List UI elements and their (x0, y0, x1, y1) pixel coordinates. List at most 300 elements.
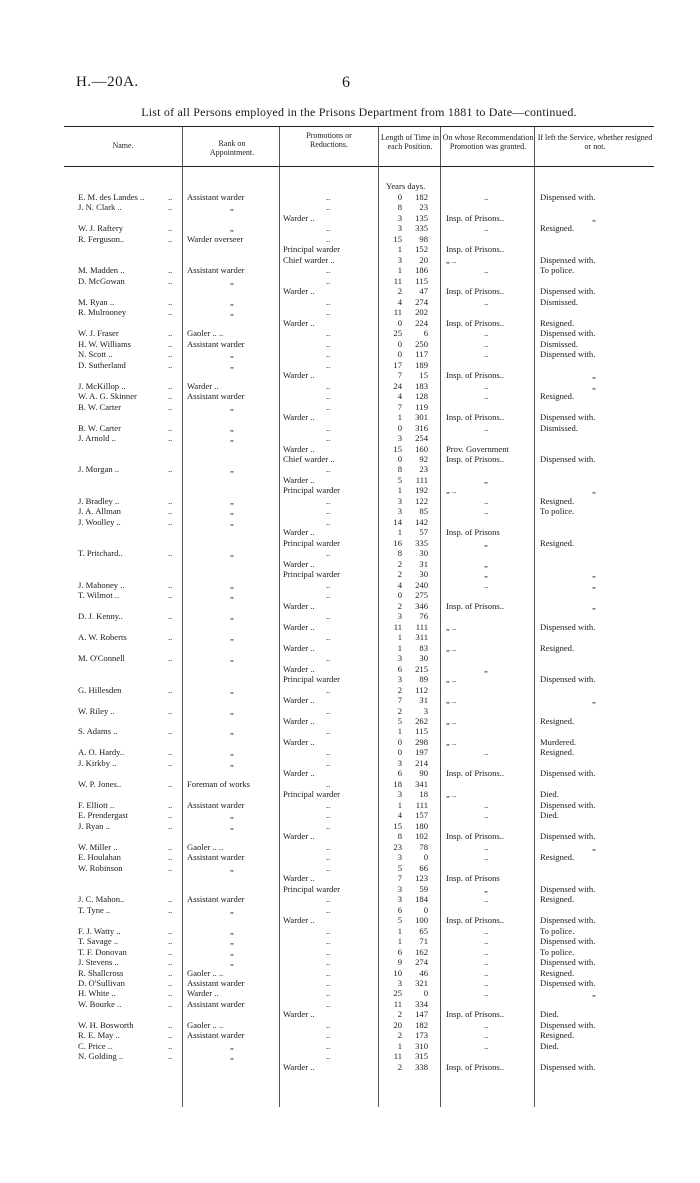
row-recommendation: „ .. (446, 716, 457, 726)
row-promotion: .. (326, 988, 331, 999)
row-leader-dots: .. (168, 757, 173, 768)
row-recommendation: Insp. of Prisons (446, 873, 500, 884)
row-recommendation: „ .. (446, 254, 457, 265)
row-years: 18 (393, 778, 402, 789)
row-rank: „ (230, 307, 234, 318)
table-row (64, 831, 654, 842)
row-name: T. F. Donovan (78, 946, 127, 957)
row-rank: Assistant warder (187, 978, 245, 988)
row-left-service: Dismissed. (540, 422, 578, 433)
row-promotion: .. (326, 548, 331, 559)
col-header-left-service: If left the Service, whether resigned or not. (537, 133, 653, 151)
row-promotion: .. (326, 925, 331, 936)
row-recommendation: .. (484, 422, 489, 433)
row-days: 20 (419, 254, 428, 265)
row-left-service: Resigned. (540, 894, 575, 905)
table-row (64, 779, 654, 790)
row-days: 152 (415, 244, 428, 255)
row-left-service: Dispensed with. (540, 674, 596, 685)
row-leader-dots: .. (168, 684, 173, 695)
row-name: E. Houlahan (78, 852, 121, 863)
row-left-service: Resigned. (540, 537, 575, 548)
row-years: 1 (397, 1040, 402, 1051)
row-promotion: Principal warder (283, 789, 341, 800)
row-promotion: Warder .. (283, 1061, 315, 1072)
row-promotion: Warder .. (283, 370, 315, 381)
row-days: 310 (415, 1040, 428, 1051)
table-row (64, 506, 654, 517)
table-row (64, 328, 654, 339)
row-recommendation: .. (484, 946, 489, 957)
row-name: W. A. G. Skinner (78, 391, 137, 402)
row-recommendation: „ .. (446, 789, 457, 800)
row-days: 315 (415, 1051, 428, 1062)
row-name: E. M. des Landes .. (78, 192, 145, 202)
row-recommendation: .. (484, 988, 489, 999)
row-years: 3 (397, 852, 402, 863)
row-left-service: Dispensed with. (540, 831, 596, 842)
row-years: 6 (397, 768, 402, 779)
table-row (64, 360, 654, 371)
row-years: 7 (397, 695, 402, 706)
row-recommendation: .. (484, 925, 489, 936)
row-years: 11 (393, 275, 402, 286)
row-days: 182 (415, 1019, 428, 1030)
row-rank: „ (230, 548, 234, 559)
row-promotion: .. (326, 936, 331, 947)
row-days: 335 (415, 223, 428, 234)
table-row (64, 307, 654, 318)
row-years: 0 (397, 590, 402, 601)
row-left-service: Dispensed with. (540, 454, 596, 464)
table-row (64, 276, 654, 287)
row-days: 274 (415, 296, 428, 307)
row-days: 65 (419, 925, 428, 936)
row-name: B. W. Carter (78, 422, 121, 433)
row-promotion: .. (326, 328, 331, 339)
row-leader-dots: .. (168, 223, 173, 234)
row-rank: „ (230, 726, 234, 737)
row-left-service: Dispensed with. (540, 286, 596, 297)
row-days: 23 (419, 202, 428, 213)
table-row (64, 517, 654, 528)
row-days: 111 (415, 474, 428, 485)
row-days: 301 (415, 412, 428, 423)
row-rank: Warder .. (187, 988, 219, 999)
row-days: 115 (415, 726, 428, 737)
row-recommendation: Insp. of Prisons.. (446, 370, 505, 381)
row-leader-dots: .. (168, 862, 173, 873)
row-years: 10 (393, 967, 402, 978)
row-name: J. Woolley .. (78, 516, 121, 527)
row-promotion: Warder .. (283, 412, 315, 423)
row-name: T. Savage .. (78, 936, 119, 947)
row-left-service: „ (592, 380, 596, 391)
row-years: 2 (397, 684, 402, 695)
table-row (64, 1030, 654, 1041)
row-name: J. Kirkby .. (78, 757, 117, 768)
row-days: 160 (415, 443, 428, 454)
row-leader-dots: .. (168, 307, 173, 318)
row-promotion: Principal warder (283, 485, 341, 496)
row-leader-dots: .. (168, 820, 173, 831)
row-name: J. N. Clark .. (78, 202, 122, 213)
row-leader-dots: .. (168, 1040, 173, 1051)
row-days: 274 (415, 957, 428, 968)
row-promotion: .. (326, 1051, 331, 1062)
row-leader-dots: .. (168, 852, 173, 863)
row-days: 47 (419, 286, 428, 297)
row-days: 162 (415, 946, 428, 957)
table-row (64, 433, 654, 444)
table-row (64, 485, 654, 496)
row-years: 1 (397, 412, 402, 423)
row-years: 2 (397, 1061, 402, 1072)
table-row (64, 800, 654, 811)
row-leader-dots: .. (168, 747, 173, 758)
row-leader-dots: .. (168, 495, 173, 506)
row-years: 2 (397, 1009, 402, 1020)
table-row (64, 884, 654, 895)
row-years: 5 (397, 474, 402, 485)
row-recommendation: „ .. (446, 695, 457, 706)
personnel-table (64, 126, 654, 1107)
row-promotion: .. (326, 1040, 331, 1051)
row-years: 0 (397, 454, 402, 464)
row-years: 11 (393, 307, 402, 318)
row-name: W. H. Bosworth (78, 1019, 134, 1030)
row-rank: „ (230, 925, 234, 936)
row-left-service: „ (592, 988, 596, 999)
row-recommendation: Insp. of Prisons.. (446, 831, 505, 842)
row-promotion: .. (326, 192, 331, 202)
row-rank: „ (230, 495, 234, 506)
row-leader-dots: .. (168, 506, 173, 517)
row-promotion: Warder .. (283, 768, 315, 779)
row-rank: Assistant warder (187, 998, 245, 1009)
row-leader-dots: .. (168, 653, 173, 664)
row-leader-dots: .. (168, 275, 173, 286)
row-days: 6 (423, 328, 428, 339)
row-name: M. Ryan .. (78, 296, 115, 307)
table-row (64, 622, 654, 633)
row-left-service: Resigned. (540, 391, 575, 402)
row-recommendation: .. (484, 936, 489, 947)
table-row (64, 810, 654, 821)
row-promotion: .. (326, 632, 331, 643)
row-recommendation: „ .. (446, 674, 457, 685)
row-recommendation: „ (484, 663, 488, 674)
row-leader-dots: .. (168, 799, 173, 810)
row-recommendation: .. (484, 1019, 489, 1030)
row-left-service: Dispensed with. (540, 349, 596, 360)
row-days: 123 (415, 873, 428, 884)
row-years: 2 (397, 705, 402, 716)
row-days: 202 (415, 307, 428, 318)
row-promotion: .. (326, 810, 331, 821)
row-days: 18 (419, 789, 428, 800)
row-recommendation: .. (484, 894, 489, 905)
row-days: 119 (415, 401, 428, 412)
row-years: 4 (397, 296, 402, 307)
row-rank: „ (230, 401, 234, 412)
row-left-service: Resigned. (540, 642, 575, 653)
row-promotion: .. (326, 967, 331, 978)
row-promotion: .. (326, 852, 331, 863)
row-recommendation: Insp. of Prisons.. (446, 286, 505, 297)
row-years: 3 (397, 757, 402, 768)
row-leader-dots: .. (168, 422, 173, 433)
table-row (64, 265, 654, 276)
row-rank: „ (230, 705, 234, 716)
table-row (64, 747, 654, 758)
row-years: 3 (397, 212, 402, 223)
row-name: R. Ferguson.. (78, 233, 125, 244)
row-years: 7 (397, 873, 402, 884)
row-promotion: .. (326, 757, 331, 768)
table-row (64, 915, 654, 926)
table-row (64, 1051, 654, 1062)
row-name: T. Tyne .. (78, 904, 111, 915)
row-rank: „ (230, 747, 234, 758)
row-recommendation: Insp. of Prisons.. (446, 212, 505, 223)
row-years: 0 (397, 736, 402, 747)
row-years: 3 (397, 254, 402, 265)
row-recommendation: .. (484, 349, 489, 360)
row-days: 78 (419, 841, 428, 852)
row-name: R. Shallcross (78, 967, 124, 978)
table-row (64, 894, 654, 905)
col-header-length: Length of Time in each Position. (380, 133, 439, 151)
row-years: 20 (393, 1019, 402, 1030)
row-leader-dots: .. (168, 349, 173, 360)
row-leader-dots: .. (168, 841, 173, 852)
row-rank: „ (230, 579, 234, 590)
row-leader-dots: .. (168, 233, 173, 244)
row-left-service: Dispensed with. (540, 254, 596, 265)
row-promotion: .. (326, 223, 331, 234)
row-left-service: Dismissed. (540, 338, 578, 349)
row-name: A. O. Hardy.. (78, 747, 125, 758)
row-rank: Assistant warder (187, 799, 245, 810)
row-promotion: .. (326, 705, 331, 716)
row-recommendation: .. (484, 841, 489, 852)
row-left-service: „ (592, 579, 596, 590)
row-years: 5 (397, 862, 402, 873)
row-years: 3 (397, 653, 402, 664)
row-years: 3 (397, 223, 402, 234)
row-days: 192 (415, 485, 428, 496)
row-days: 321 (415, 978, 428, 988)
row-recommendation: Insp. of Prisons.. (446, 1009, 505, 1020)
header-rule (64, 166, 654, 167)
table-row (64, 821, 654, 832)
table-row (64, 842, 654, 853)
row-name: T. Wilmot .. (78, 590, 120, 601)
row-left-service: Dispensed with. (540, 328, 596, 339)
row-left-service: Died. (540, 1040, 559, 1051)
row-recommendation: .. (484, 338, 489, 349)
row-years: 1 (397, 925, 402, 936)
row-promotion: Warder .. (283, 831, 315, 842)
row-days: 0 (423, 852, 428, 863)
row-promotion: Warder .. (283, 527, 315, 538)
row-name: S. Adams .. (78, 726, 118, 737)
row-days: 102 (415, 831, 428, 842)
row-recommendation: .. (484, 506, 489, 517)
row-leader-dots: .. (168, 810, 173, 821)
row-rank: „ (230, 904, 234, 915)
row-promotion: Principal warder (283, 569, 341, 580)
row-left-service: Resigned. (540, 495, 575, 506)
row-promotion: .. (326, 359, 331, 370)
row-years: 5 (397, 915, 402, 926)
row-name: F. J. Watty .. (78, 925, 121, 936)
row-leader-dots: .. (168, 998, 173, 1009)
row-left-service: Resigned. (540, 716, 575, 726)
row-promotion: .. (326, 464, 331, 475)
row-recommendation: .. (484, 799, 489, 810)
table-row (64, 716, 654, 727)
row-promotion: .. (326, 946, 331, 957)
row-leader-dots: .. (168, 516, 173, 527)
row-leader-dots: .. (168, 726, 173, 737)
row-promotion: Chief warder .. (283, 454, 335, 464)
table-row (64, 611, 654, 622)
row-years: 2 (397, 1030, 402, 1041)
table-row (64, 737, 654, 748)
row-rank: „ (230, 653, 234, 664)
row-leader-dots: .. (168, 548, 173, 559)
row-recommendation: .. (484, 391, 489, 402)
row-days: 183 (415, 380, 428, 391)
row-name: J. Morgan .. (78, 464, 120, 475)
row-left-service: Resigned. (540, 852, 575, 863)
row-rank: Gaoler .. .. (187, 328, 224, 339)
row-promotion: .. (326, 747, 331, 758)
row-name: G. Hillesden (78, 684, 122, 695)
table-row (64, 1020, 654, 1031)
row-promotion: .. (326, 422, 331, 433)
row-years: 6 (397, 663, 402, 674)
col-header-recommendation: On whose Recommendation Promotion was granted. (442, 133, 534, 151)
row-rank: „ (230, 820, 234, 831)
row-years: 3 (397, 674, 402, 685)
row-name: W. P. Jones.. (78, 778, 122, 789)
row-left-service: To police. (540, 265, 575, 276)
row-name: N. Scott .. (78, 349, 113, 360)
row-days: 311 (415, 632, 428, 643)
row-leader-dots: .. (168, 359, 173, 370)
table-row (64, 223, 654, 234)
row-promotion: .. (326, 653, 331, 664)
row-years: 1 (397, 632, 402, 643)
row-name: W. J. Fraser (78, 328, 119, 339)
row-days: 240 (415, 579, 428, 590)
row-years: 25 (393, 988, 402, 999)
row-years: 4 (397, 579, 402, 590)
row-days: 111 (415, 621, 428, 632)
row-left-service: Dispensed with. (540, 192, 596, 202)
row-rank: Gaoler .. .. (187, 1019, 224, 1030)
row-rank: „ (230, 359, 234, 370)
row-name: J. C. Mahon.. (78, 894, 125, 905)
table-row (64, 244, 654, 255)
table-row (64, 381, 654, 392)
row-years: 24 (393, 380, 402, 391)
row-recommendation: Insp. of Prisons.. (446, 244, 505, 255)
row-promotion: .. (326, 296, 331, 307)
row-days: 83 (419, 642, 428, 653)
row-left-service: „ (592, 841, 596, 852)
row-days: 112 (415, 684, 428, 695)
row-days: 135 (415, 212, 428, 223)
row-years: 2 (397, 286, 402, 297)
table-row (64, 758, 654, 769)
table-row (64, 957, 654, 968)
row-recommendation: .. (484, 957, 489, 968)
row-days: 30 (419, 569, 428, 580)
row-days: 122 (415, 495, 428, 506)
row-left-service: Dispensed with. (540, 936, 596, 947)
row-recommendation: .. (484, 380, 489, 391)
row-leader-dots: .. (168, 957, 173, 968)
col-header-rank: Rank on Appointment. (209, 139, 255, 157)
table-row (64, 496, 654, 507)
row-rank: „ (230, 862, 234, 873)
row-promotion: Principal warder (283, 537, 341, 548)
row-years: 17 (393, 359, 402, 370)
table-row (64, 632, 654, 643)
row-years: 5 (397, 716, 402, 726)
row-days: 66 (419, 862, 428, 873)
row-days: 111 (415, 799, 428, 810)
row-years: 3 (397, 506, 402, 517)
row-days: 334 (415, 998, 428, 1009)
row-recommendation: „ (484, 558, 488, 569)
row-promotion: .. (326, 978, 331, 988)
row-rank: Assistant warder (187, 192, 245, 202)
row-days: 335 (415, 537, 428, 548)
row-days: 182 (415, 192, 428, 202)
row-name: J. Arnold .. (78, 433, 116, 444)
table-row (64, 978, 654, 989)
row-name: D. McGowan (78, 275, 125, 286)
row-name: H. W. Williams (78, 338, 131, 349)
row-promotion: .. (326, 265, 331, 276)
row-left-service: Murdered. (540, 736, 577, 747)
row-days: 0 (423, 904, 428, 915)
table-row (64, 1041, 654, 1052)
row-years: 0 (397, 349, 402, 360)
row-years: 9 (397, 957, 402, 968)
row-left-service: „ (592, 485, 596, 496)
table-row (64, 873, 654, 884)
row-rank: Gaoler .. .. (187, 967, 224, 978)
row-left-service: Dispensed with. (540, 978, 596, 988)
row-recommendation: Insp. of Prisons.. (446, 317, 505, 328)
row-years: 3 (397, 789, 402, 800)
row-years: 7 (397, 401, 402, 412)
row-recommendation: .. (484, 579, 489, 590)
row-leader-dots: .. (168, 265, 173, 276)
row-promotion: Warder .. (283, 736, 315, 747)
row-rank: „ (230, 275, 234, 286)
row-years: 3 (397, 433, 402, 444)
row-leader-dots: .. (168, 296, 173, 307)
row-days: 30 (419, 653, 428, 664)
row-leader-dots: .. (168, 936, 173, 947)
